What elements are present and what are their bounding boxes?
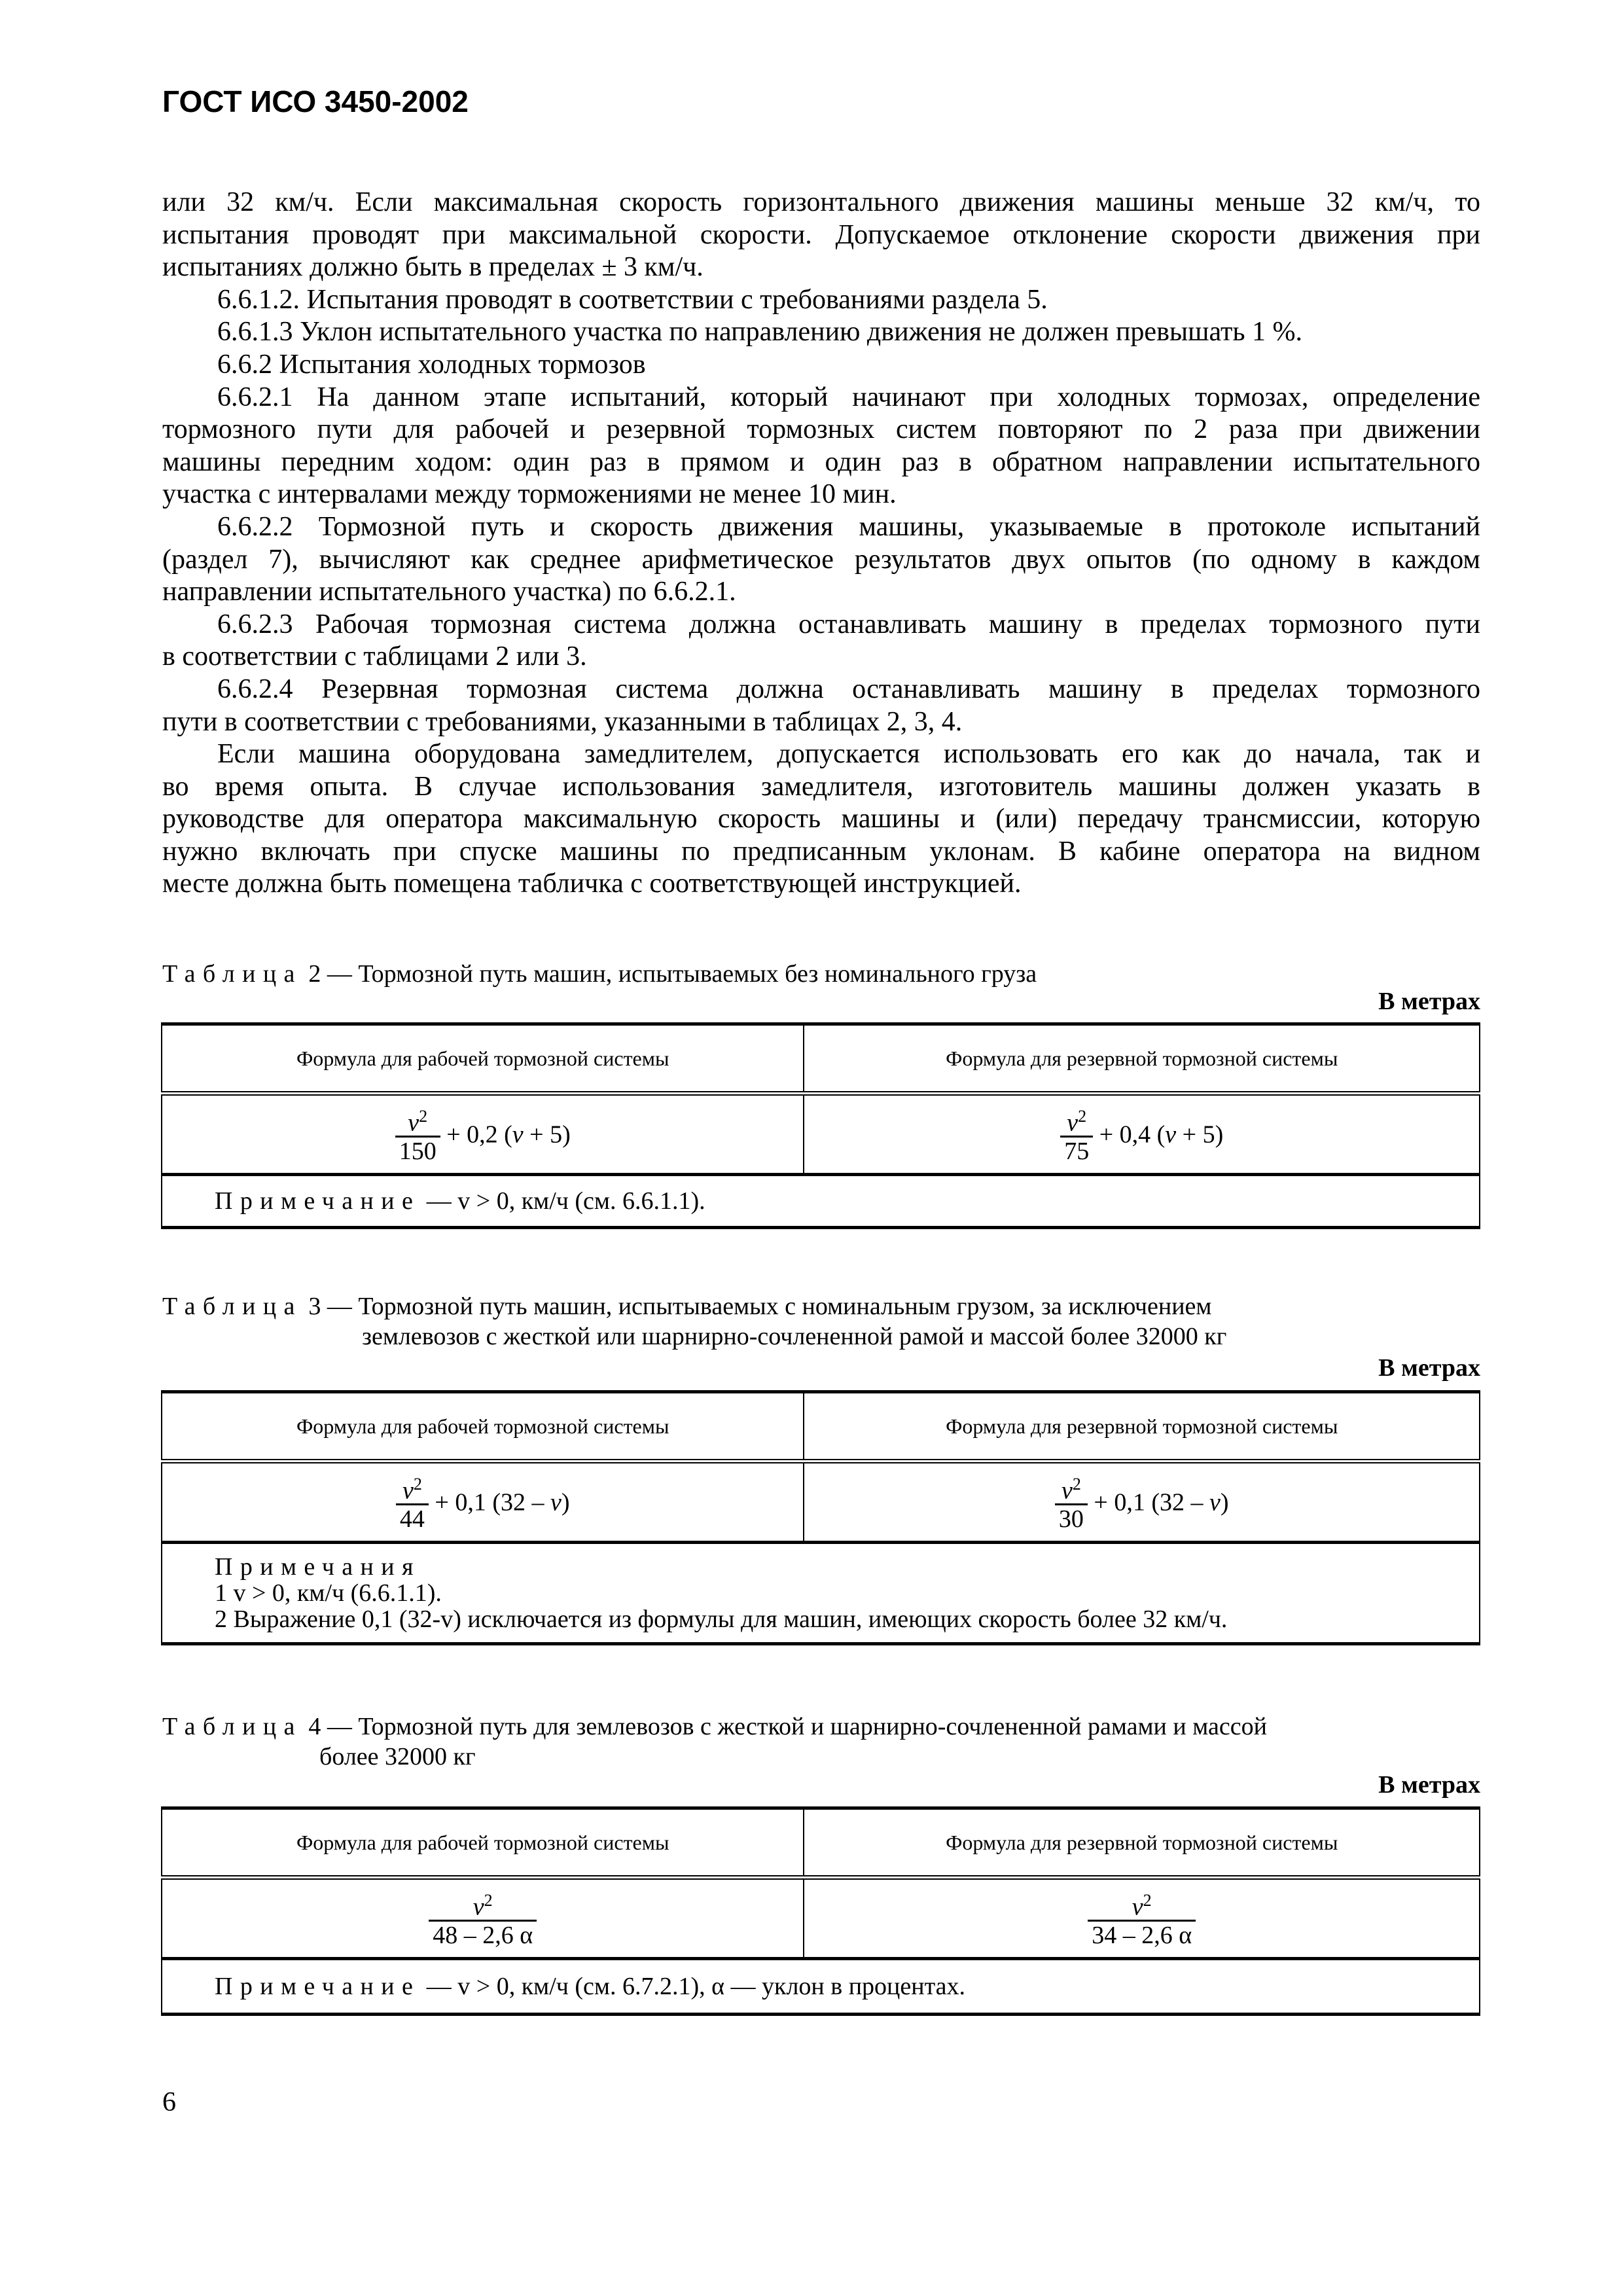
- table-header-working: Формула для рабочей тормозной системы: [162, 1808, 804, 1878]
- text-line: в соответствии с таблицами 2 или 3.: [162, 641, 587, 672]
- table-2-caption: [162, 959, 1480, 989]
- text-line: 6.6.2.1 На данном этапе испытаний, который начинают при холодных тормозах, определение: [217, 382, 1480, 412]
- body-text: [162, 187, 1480, 901]
- table-2-unit: В метрах: [1378, 988, 1480, 1015]
- text-line: 6.6.2.3 Рабочая тормозная система должна останавливать машину в пределах тормозного пути: [217, 609, 1480, 639]
- text-line: испытаниях должно быть в пределах ± 3 км/ч.: [162, 252, 704, 283]
- formula-working: $\frac{v^2}{44}$ + 0,1 (32 – v): [162, 1462, 804, 1543]
- note-1: 1 v > 0, км/ч (6.6.1.1).: [215, 1579, 442, 1607]
- text-line: или 32 км/ч. Если максимальная скорость горизонтального движения машины меньше 32 км/ч, то: [162, 187, 1480, 217]
- table-3-caption: Таблица 3 — Тормозной путь машин, испытываемых с номинальным грузом, за исключением землевозов с жесткой или шарнирно-сочлененной рамой и массой более 32000 кг: [162, 1291, 1480, 1352]
- formula-reserve: $\frac{v^2}{34 - 2,6 \alpha}$: [804, 1878, 1480, 1959]
- page-number: 6: [162, 2087, 176, 2117]
- table-header-working: Формула для рабочей тормозной системы: [162, 1024, 804, 1094]
- table-note: Примечание — v > 0, км/ч (см. 6.7.2.1), α — уклон в процентах.: [162, 1959, 1480, 2015]
- text-line: руководстве для оператора максимальную скорость машины и (или) передачу трансмиссии, которую: [162, 804, 1480, 834]
- text-line: нужно включать при спуске машины по предписанным уклонам. В кабине оператора на видном: [162, 836, 1480, 867]
- note-2: 2 Выражение 0,1 (32-v) исключается из формулы для машин, имеющих скорость более 32 км/ч.: [215, 1605, 1228, 1633]
- table-note: Примечание — v > 0, км/ч (см. 6.6.1.1).: [162, 1175, 1480, 1228]
- text-line: 6.6.2 Испытания холодных тормозов: [217, 349, 646, 380]
- text-line: 6.6.2.2 Тормозной путь и скорость движения машины, указываемые в протоколе испытаний: [217, 511, 1480, 542]
- formula-working: $\frac{v^2}{150}$ + 0,2 (v + 5): [162, 1094, 804, 1175]
- table-header-working: Формула для рабочей тормозной системы: [162, 1392, 804, 1462]
- formula-working: $\frac{v^2}{48 - 2,6 \alpha}$: [162, 1878, 804, 1959]
- table-4-caption: Таблица 4 — Тормозной путь для землевозов с жесткой и шарнирно-сочлененной рамами и массой более 32000 кг: [162, 1712, 1480, 1772]
- text-line: машины передним ходом: один раз в прямом и один раз в обратном направлении испытательного: [162, 446, 1480, 477]
- document-header: ГОСТ ИСО 3450-2002: [162, 84, 469, 118]
- table-header-reserve: Формула для резервной тормозной системы: [804, 1808, 1480, 1878]
- table-3-unit: В метрах: [1378, 1354, 1480, 1382]
- caption-label: Таблица: [162, 960, 302, 988]
- text-line: 6.6.2.4 Резервная тормозная система должна останавливать машину в пределах тормозного: [217, 673, 1480, 704]
- table-header-reserve: Формула для резервной тормозной системы: [804, 1024, 1480, 1094]
- table-4: [161, 1806, 1480, 2016]
- text-line: участка с интервалами между торможениями не менее 10 мин.: [162, 479, 897, 510]
- caption-text: 2 — Тормозной путь машин, испытываемых без номинального груза: [302, 960, 1037, 988]
- table-4-unit: В метрах: [1378, 1771, 1480, 1799]
- text-line: 6.6.1.2. Испытания проводят в соответствии с требованиями раздела 5.: [217, 284, 1048, 315]
- text-line: испытания проводят при максимальной скорости. Допускаемое отклонение скорости движения при: [162, 219, 1480, 250]
- text-line: Если машина оборудована замедлителем, допускается использовать его как до начала, так и: [217, 739, 1480, 770]
- formula-reserve: $\frac{v^2}{30}$ + 0,1 (32 – v): [804, 1462, 1480, 1543]
- table-notes: [162, 1543, 1480, 1644]
- text-line: во время опыта. В случае использования замедлителя, изготовитель машины должен указать в: [162, 771, 1480, 802]
- caption-line-2: землевозов с жесткой или шарнирно-сочлененной рамой и массой более 32000 кг: [362, 1323, 1227, 1350]
- text-line: месте должна быть помещена табличка с соответствующей инструкцией.: [162, 869, 1022, 899]
- text-line: пути в соответствии с требованиями, указанными в таблицах 2, 3, 4.: [162, 706, 963, 737]
- text-line: (раздел 7), вычисляют как среднее арифметическое результатов двух опытов (по одному в каждом: [162, 544, 1480, 575]
- text-line: направлении испытательного участка) по 6.6.2.1.: [162, 577, 736, 607]
- notes-label: Примечания: [215, 1553, 421, 1581]
- formula-reserve: $\frac{v^2}{75}$ + 0,4 (v + 5): [804, 1094, 1480, 1175]
- caption-line-2: более 32000 кг: [319, 1743, 476, 1770]
- table-3: [161, 1390, 1480, 1645]
- table-header-reserve: Формула для резервной тормозной системы: [804, 1392, 1480, 1462]
- table-2: [161, 1022, 1480, 1229]
- text-line: тормозного пути для рабочей и резервной тормозных систем повторяют по 2 раза при движении: [162, 414, 1480, 445]
- text-line: 6.6.1.3 Уклон испытательного участка по направлению движения не должен превышать 1 %.: [217, 317, 1303, 348]
